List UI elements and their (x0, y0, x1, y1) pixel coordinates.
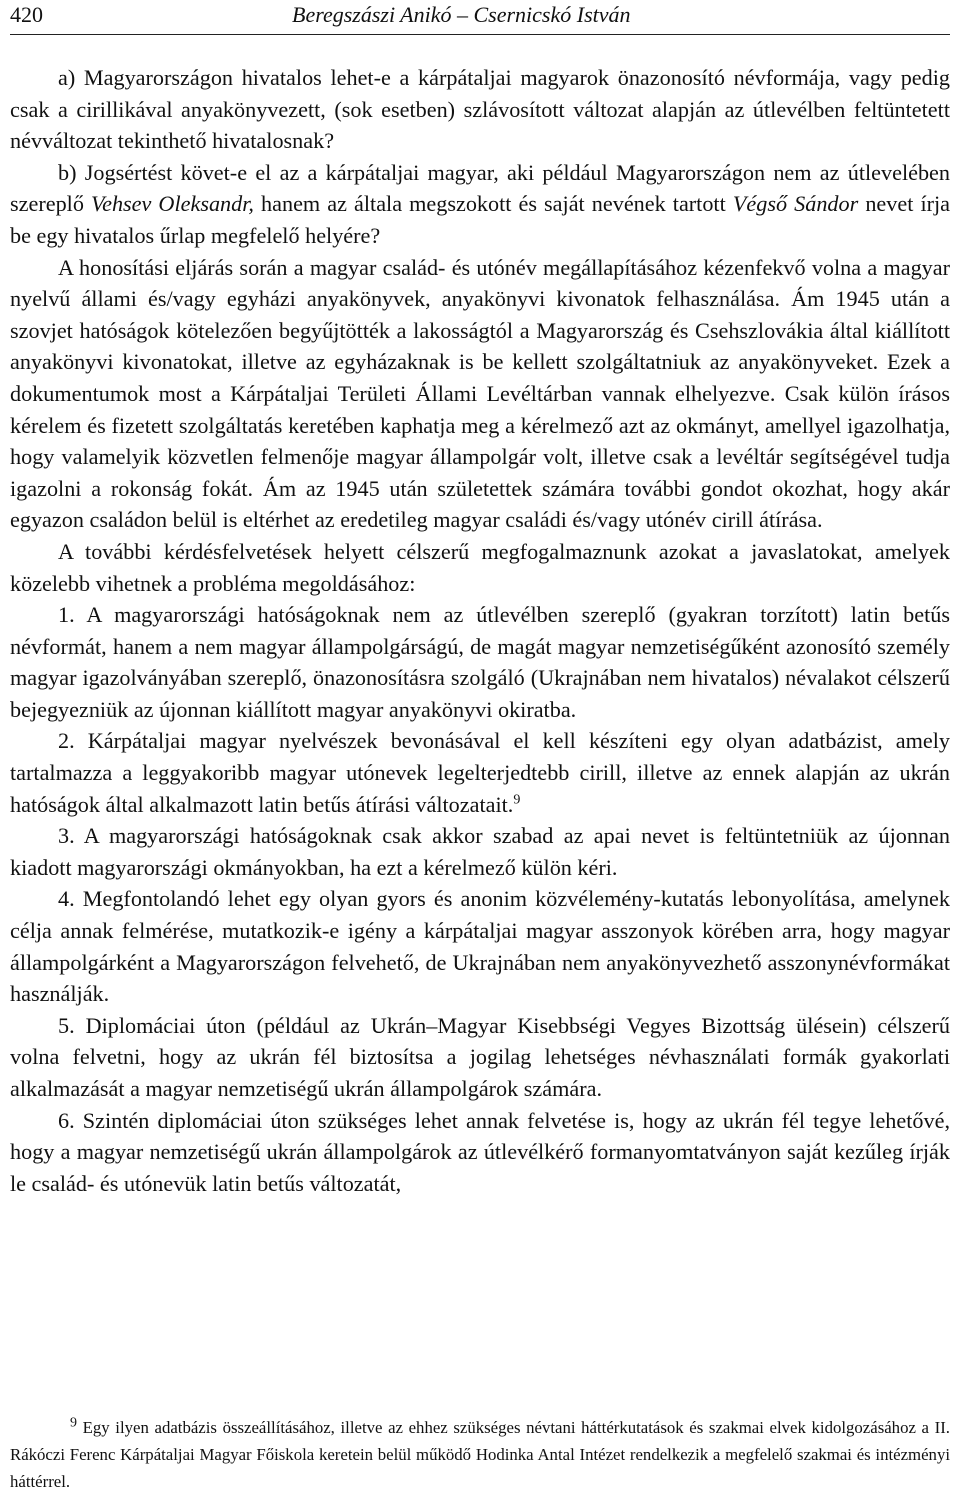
page-number: 420 (10, 2, 43, 27)
proposal-2 (10, 725, 950, 820)
proposal-5: 5. Diplomáciai úton (például az Ukrán–Magyar Kisebbségi Vegyes Bizottság ülésein) célszerű volna felvetni, hogy az ukrán fél biztosítsa a jogilag lehetséges névhasználati formák gyakorlati alkalmazását a magyar nemzetiségű ukrán állampolgárok számára. (10, 1012, 950, 1101)
page-header (10, 0, 950, 35)
proposal-4: 4. Megfontolandó lehet egy olyan gyors és anonim közvélemény-kutatás lebonyolítása, amelynek célja annak felmérése, mutatkozik-e igény a kárpátaljai magyar asszonyok körében arra, hogy magyar állampolgárként a Magyarországon felvehető, de Ukrajnában nem anyakönyvezhető asszonynévformákat használják. (10, 886, 950, 1007)
paragraph-question-a: a) Magyarországon hivatalos lehet-e a kárpátaljai magyarok önazonosító névformája, vagy pedig csak a cirillikával anyakönyvezett, (sok esetben) szlávosított változat alapján az útlevélben feltüntetett névváltozat tekinthető hivatalosnak? (10, 65, 950, 154)
main-text (10, 62, 950, 1199)
paragraph-naturalization: A honosítási eljárás során a magyar család- és utónév megállapításához kézenfekvő volna a magyar nyelvű állami és/vagy egyházi anyakönyvek, anyakönyvi kivonatok felhasználása. Ám 1945 után a szovjet hatóságok kötelezően begyűjtötték a lakosságtól a Magyarország és Csehszlovákia által kiállított anyakönyvi kivonatokat, illetve az egyházaknak is be kellett szolgáltatniuk az anyakönyveket. Ezek a dokumentumok most a Kárpátaljai Területi Állami Levéltárban vannak elhelyezve. Csak külön írásos kérelem és fizetett szolgáltatás keretében kaphatja meg a kérelmező azt az okmányt, amellyel igazolhatja, hogy valamelyik közvetlen felmenője magyar állampolgár volt, illetve csak a levéltár segítségével tudja igazolni a rokonság fokát. Ám az 1945 után születettek számára további gondot okozhat, hogy akár egyazon családon belül is eltérhet az eredetileg magyar családi és/vagy utónév cirill átírása. (10, 254, 950, 533)
footnote-text: Egy ilyen adatbázis összeállításához, illetve az ehhez szükséges névtani háttérkutatások és szakmai elvek kidolgozásához a II. Rákóczi Ferenc Kárpátaljai Magyar Főiskola keretein belül működő Hodinka Antal Intézet rendelkezik a megfelelő szakmai és intézményi háttérrel. (10, 1418, 950, 1491)
proposal-6: 6. Szintén diplomáciai úton szükséges lehet annak felvetése is, hogy az ukrán fél tegye lehetővé, hogy a magyar nemzetiségű ukrán állampolgárok az útlevélkérő formanyomtatványon saját kezűleg írják le család- és utónevük latin betűs változatát, (10, 1107, 950, 1196)
proposal-2-text: 2. Kárpátaljai magyar nyelvészek bevonásával el kell készíteni egy olyan adatbázist, amely tartalmazza a leggyakoribb magyar utónevek legelterjedtebb cirill, illetve az ennek alapján az ukrán hatóságok által alkalmazott latin betűs átírási változatait. (10, 728, 950, 817)
paragraph-proposals-intro: A további kérdésfelvetések helyett célszerű megfogalmaznunk azokat a javaslatokat, amelyek közelebb vihetnek a probléma megoldásához: (10, 538, 950, 596)
proposal-1: 1. A magyarországi hatóságoknak nem az útlevélben szereplő (gyakran torzított) latin betűs névformát, hanem a nem magyar állampolgárságú, de magát magyar nemzetiségűként azonosító személy magyar igazolványában szereplő, önazonosításra szolgáló (Ukrajnában nem hivatalos) névalakot célszerű bejegyezniük az újonnan kiállított magyar anyakönyvi okiratba. (10, 602, 950, 722)
footnote-reference[interactable]: 9 (513, 792, 521, 808)
question-b-text-3: nevet írja be egy hivatalos űrlap megfelelő helyére? (10, 191, 951, 248)
name-hungarian-form: Végső Sándor (732, 191, 859, 217)
question-b-text-2: hanem az általa megszokott és saját nevének tartott (253, 191, 733, 217)
footnote-mark: 9 (70, 1415, 77, 1431)
paragraph-question-b (10, 157, 950, 252)
running-head: Beregszászi Anikó – Csernicskó István (292, 2, 631, 27)
proposal-3: 3. A magyarországi hatóságoknak csak akkor szabad az apai nevet is feltüntetniük az újonnan kiadott magyarországi okmányokban, ha ezt a kérelmező külön kéri. (10, 823, 950, 880)
footnote (10, 1414, 950, 1495)
name-ukrainian-form: Vehsev Oleksandr, (91, 191, 254, 217)
question-b-text-1: b) Jogsértést követ-e el az a kárpátaljai magyar, aki például Magyarországon nem az útlevelében szereplő (10, 159, 950, 217)
footnote-9 (10, 1414, 950, 1495)
